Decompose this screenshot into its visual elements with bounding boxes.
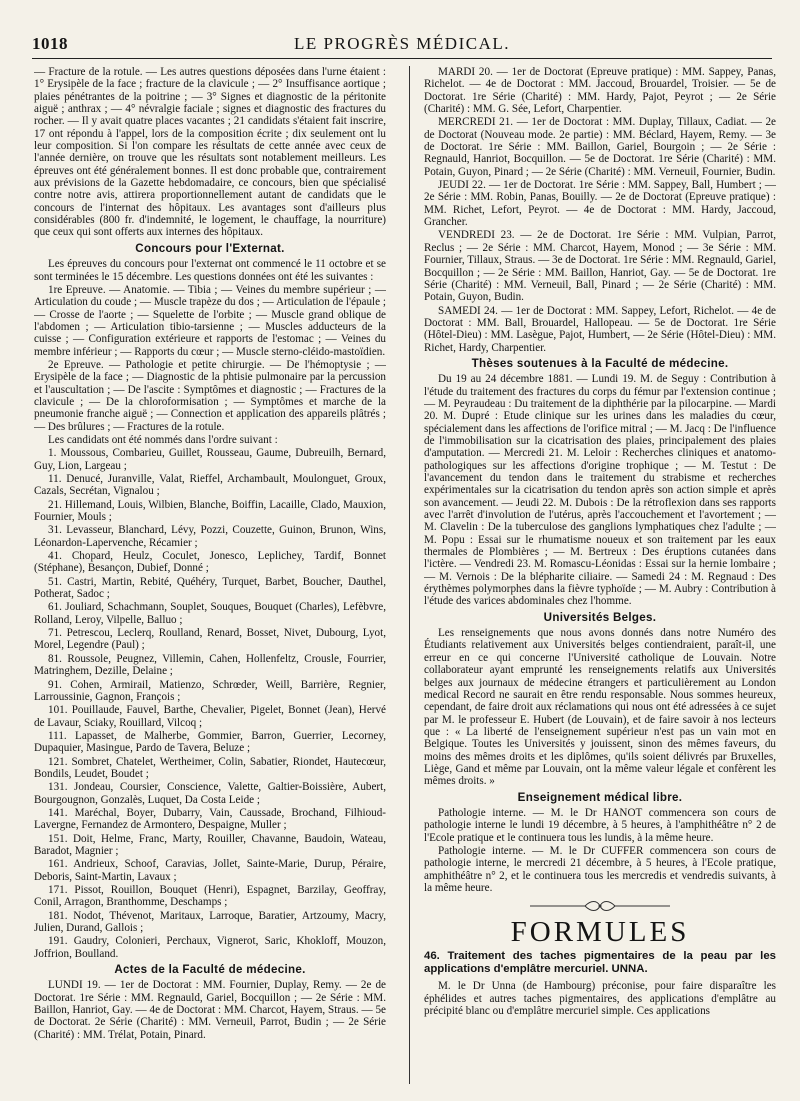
- libre-heading: Enseignement médical libre.: [517, 790, 683, 804]
- actes-paragraph: JEUDI 22. — 1er de Doctorat. 1re Série : MM. Sappey, Ball, Humbert ; — 2e Série : MM. Robin, Panas, Bouilly. — 2e de Doctorat (Epreuve pratique) : MM. Richet, Lefort, Peyrot. — 4e de Doctorat : MM. Hardy, Jaccoud, Grancher.: [424, 179, 776, 229]
- externat-heading: Concours pour l'Externat.: [135, 241, 285, 255]
- libre-section: [424, 807, 776, 894]
- externat-paragraph: 91. Cohen, Armirail, Matienzo, Schrœder, Weill, Barrière, Regnier, Larroussinie, Gagnon, François ;: [34, 678, 386, 703]
- externat-paragraph: 151. Doit, Helme, Franc, Marty, Rouiller, Chavanne, Baudoin, Wateau, Baradot, Magnier ;: [34, 832, 386, 857]
- actes-paragraph: MARDI 20. — 1er de Doctorat (Epreuve pratique) : MM. Sappey, Panas, Richelot. — 4e de Doctorat : MM. Jaccoud, Brouardel, Troisier. — 5e de Doctorat. 1re Série (Charité) : MM. Hardy, Pajot, Peyrot ; — 2e Série (Charité) : MM. G. Sée, Lefort, Charpentier.: [424, 66, 776, 116]
- externat-paragraph: 81. Roussole, Peugnez, Villemin, Cahen, Hollenfeltz, Crousle, Fourrier, Matringhem, Dezille, Delaine ;: [34, 652, 386, 678]
- externat-paragraph: Les épreuves du concours pour l'externat ont commencé le 11 octobre et se sont terminées le 15 décembre. Les questions données ont été les suivantes :: [34, 258, 386, 283]
- externat-paragraph: Les candidats ont été nommés dans l'ordre suivant :: [48, 433, 278, 446]
- externat-paragraph: 181. Nodot, Thévenot, Maritaux, Larroque, Baratier, Artzoumy, Macry, Julien, Durand, Gallois ;: [34, 909, 386, 935]
- externat-paragraph: 61. Jouliard, Schachmann, Souplet, Souques, Bouquet (Charles), Lefèbvre, Rolland, Leroy, Vilpelle, Balluo ;: [34, 601, 386, 626]
- externat-paragraph: 111. Lapasset, de Malherbe, Gommier, Barron, Guerrier, Lecorney, Dupaquier, Masingue, Pardo de Tavera, Beluze ;: [34, 729, 386, 755]
- page-header: [32, 30, 772, 54]
- header-rule: [32, 58, 772, 59]
- externat-paragraph: 161. Andrieux, Schoof, Caravias, Jollet, Sainte-Marie, Durup, Péraire, Deboris, Saint-Martin, Lavaux ;: [34, 858, 386, 883]
- column-separator: [409, 66, 410, 1084]
- actes-paragraph: LUNDI 19. — 1er de Doctorat : MM. Fournier, Duplay, Remy. — 2e de Doctorat. 1re Série : MM. Regnauld, Gariel, Bocquillon ; — 2e Série : MM. Baillon, Hanriot, Gay. — 4e de Doctorat : MM. Charcot, Hayem, Straus. — 5e de Doctorat. 2e Série (Charité) : MM. Verneuil, Parrot, Budin ; — 2e Série (Charité) : MM. Trélat, Potain, Pinard.: [34, 979, 386, 1041]
- page-number: 1018: [32, 34, 68, 53]
- externat-paragraph: 2e Epreuve. — Pathologie et petite chirurgie. — De l'hémoptysie ; — Erysipèle de la face ; — Diagnostic de la phtisie pulmonaire par la percussion et l'auscultation ; — De l'ascite : Symptômes et diagnostic ; — Fractures de la clavicule ; — De la chloroformisation ; — Symptômes et marche de la pneumonie franche aiguë ; — Connection et application des appareils plâtrés ; — Des brûlures ; — Fractures de la rotule.: [34, 358, 386, 433]
- actes-right-section: [424, 66, 776, 354]
- left-column: [34, 66, 386, 1096]
- externat-paragraph: 71. Petrescou, Leclerq, Roulland, Renard, Bosset, Nivet, Dubourg, Lyot, Morel, Legendre (Paul) ;: [34, 627, 386, 652]
- externat-paragraph: 1. Moussous, Combarieu, Guillet, Rousseau, Gaume, Dubreuilh, Bernard, Guy, Lion, Largeau ;: [34, 447, 386, 472]
- ornament-divider: [424, 899, 776, 913]
- belges-paragraph: Les renseignements que nous avons donnés dans notre Numéro des Étudiants relativement aux Universités belges contiendraient, paraît-il, une erreur en ce qui concerne l'Université catholique de Louvain. Notre collaborateur ayant emprunté les renseignements relatifs aux Universités belges aux journaux de médecine étrangers et particulièrement au London medical Record ne saurait en être rendu responsable. Nous sommes heureux, cependant, de faire droit aux réclamations qui nous ont été adressées à ce sujet par M. le professeur E. Hubert (de Louvain), et de faire savoir à nos lecteurs que : « La liberté de l'enseignement supérieur n'est pas un vain mot en Belgique. Toutes les Universités y jouissent, sinon des mêmes faveurs, du moins des mêmes droits et les diplômes, qu'ils soient délivrés par Bruxelles, Liège, Gand et même par Louvain, ont la même valeur légale et confèrent les mêmes droits. »: [424, 627, 776, 788]
- formule-title: 46. Traitement des taches pigmentaires de la peau par les applications d'emplâtre mercuriel. UNNA.: [424, 950, 776, 976]
- libre-paragraph: Pathologie interne. — M. le Dr HANOT commencera son cours de pathologie interne le lundi 19 décembre, à 5 heures, à l'amphithéâtre n° 2 de l'Ecole pratique et le continuera tous les lundis, à la même heure.: [424, 806, 776, 844]
- externat-paragraph: 51. Castri, Martin, Rebité, Quéhéry, Turquet, Barbet, Boucher, Dauthel, Potherat, Sadoc ;: [34, 575, 386, 601]
- actes-paragraph: VENDREDI 23. — 2e de Doctorat. 1re Série : MM. Vulpian, Parrot, Reclus ; — 2e Série : MM. Charcot, Hayem, Monod ; — 3e Série : MM. Fournier, Tillaux, Straus. — 3e de Doctorat. 1re Série : MM. Regnauld, Gariel, Bocquillon ; — 2e Série : MM. Baillon, Hanriot, Gay. — 5e de Doctorat. 1re Série (Charité) : MM. Verneuil, Ball, Pinard ; — 2e Série (Charité) : MM. Potain, Guyon, Budin.: [424, 229, 776, 304]
- externat-paragraph: 141. Maréchal, Boyer, Dubarry, Vain, Caussade, Brochand, Filhioud-Lavergne, Fernandez de Armontero, Despaigne, Muller ;: [34, 806, 386, 832]
- theses-heading: Thèses soutenues à la Faculté de médecine.: [471, 356, 729, 370]
- actes-left-section: [34, 979, 386, 1041]
- belges-heading: Universités Belges.: [543, 610, 657, 624]
- externat-paragraph: 191. Gaudry, Colonieri, Perchaux, Vignerot, Saric, Khokloff, Mouzon, Joffrion, Boulland.: [34, 935, 386, 960]
- externat-paragraph: 121. Sombret, Chatelet, Wertheimer, Colin, Sabatier, Riondet, Hautecœur, Bondils, Leudet, Boudet ;: [34, 755, 386, 780]
- actes-paragraph: MERCREDI 21. — 1er de Doctorat : MM. Duplay, Tillaux, Cadiat. — 2e de Doctorat (Nouveau mode. 2e partie) : MM. Béclard, Hayem, Remy. — 3e de Doctorat. 1re Série : MM. Baillon, Gariel, Bourgoin ; — 2e Série : Regnauld, Hanriot, Bocquillon. — 5e de Doctorat. 1re Série (Charité) : MM. Potain, Guyon, Pinard ; — 2e Série (Charité) : MM. Verneuil, Fournier, Budin.: [424, 116, 776, 178]
- actes-heading: Actes de la Faculté de médecine.: [114, 963, 306, 977]
- theses-paragraph: Du 19 au 24 décembre 1881. — Lundi 19. M. de Seguy : Contribution à l'étude du traitement des fractures du corps du fémur par l'extension continue ; — M. Peyraudeau : Du traitement de la diphthérie par la pilocarpine. — Mardi 20. M. Dupré : Etude clinique sur les urines dans les maladies du cœur, spécialement dans les affections de l'orifice mitral ; — M. Jacq : De l'influence de l'immobilisation sur la cicatrisation des plaies, principalement des plaies d'amputation. — Mercredi 21. M. Leloir : Recherches cliniques et anatomo-pathologiques sur les affections d'origine trophique ; — M. Testut : De l'avancement du tendon dans le traitement du strabisme et recherches expérimentales sur la cicatrisation du tendon après son action simple et après son avancement. — Jeudi 22. M. Dubois : De la rétroflexion dans ses rapports avec l'arrêt d'involution de l'utérus, après l'accouchement et l'avortement ; — M. Clavelin : De la tuberculose des ganglions lymphatiques chez l'adulte ; — M. Popu : Essai sur le rhumatisme noueux et son traitement par les eaux thermales de Plombières ; — M. Bertreux : Des éruptions cutanées dans l'ictère. — Vendredi 23. M. Romascu-Léonidas : Essai sur la hernie lombaire ; — M. Vernois : De la blépharite ciliaire. — Samedi 24 : M. Regnaud : Des érythèmes polymorphes dans la fièvre typhoïde ; — M. Aubry : Contribution à l'étude des varices abdominales chez l'homme.: [424, 373, 776, 608]
- formule-text: M. le Dr Unna (de Hambourg) préconise, pour faire disparaître les éphélides et autres taches pigmentaires, des applications d'emplâtre au précipité blanc ou d'emplâtre mercuriel simple. Ces applications: [424, 980, 776, 1018]
- actes-paragraph: SAMEDI 24. — 1er de Doctorat : MM. Sappey, Lefort, Richelot. — 4e de Doctorat : MM. Ball, Brouardel, Hallopeau. — 5e de Doctorat. 1re Série (Hôtel-Dieu) : MM. Lasègue, Pajot, Humbert, — 2e Série (Hôtel-Dieu) : MM. Richet, Hardy, Charpentier.: [424, 304, 776, 354]
- libre-paragraph: Pathologie interne. — M. le Dr CUFFER commencera son cours de pathologie interne, le mercredi 21 décembre, à 5 heures, à l'Ecole pratique, amphithéâtre n° 2, et le continuera tous les mercredis et vendredis suivants, à la même heure.: [424, 844, 776, 894]
- externat-paragraph: 11. Denucé, Juranville, Valat, Rieffel, Archambault, Moulonguet, Groux, Cazals, Secrétan, Vignalou ;: [34, 473, 386, 498]
- externat-paragraph: 31. Levasseur, Blanchard, Lévy, Pozzi, Couzette, Guinon, Brunon, Wins, Léonardon-Lapervenche, Récamier ;: [34, 524, 386, 549]
- externat-paragraph: 131. Jondeau, Coursier, Conscience, Valette, Galtier-Boissière, Aubert, Bourgougnon, Gonzalès, Luquet, Da Costa Leide ;: [34, 781, 386, 806]
- right-column: [424, 66, 776, 1096]
- externat-paragraph: 171. Pissot, Rouillon, Bouquet (Henri), Espagnet, Barzilay, Geoffray, Conil, Arragon, Branthomme, Deschamps ;: [34, 884, 386, 909]
- externat-paragraph: 21. Hillemand, Louis, Wilbien, Blanche, Boiffin, Lacaille, Clado, Mauxion, Fournier, Mouls ;: [34, 498, 386, 524]
- intro-paragraph: — Fracture de la rotule. — Les autres questions déposées dans l'urne étaient : 1° Erysipèle de la face ; fracture de la clavicule ; — 2° Insuffisance aortique ; plaies pénétrantes de la poitrine ; — 3° Signes et diagnostic de la péritonite aiguë ; anthrax ; — 4° névralgie faciale ; signes et diagnostic des fractures du rocher. — Il y avait quatre places vacantes ; 21 candidats s'étaient fait inscrire, 17 ont répondu à l'appel, lors de la composition écrite ; dix seulement ont lu leur composition. Si l'on compare les résultats de cette année avec ceux de l'année dernière, on trouve que les résultats sont notablement meilleurs. Les épreuves ont été généralement bonnes. Il est donc probable que, contrairement aux prévisions de la Gazette hebdomadaire, ce concours, bien que spécialisé contre notre avis, attirera proportionnellement autant de candidats que le concours de l'internat des hôpitaux. Les avantages sont d'ailleurs plus considérables (800 fr. d'indemnité, le logement, le chauffage, la nourriture) que ceux qui sont offerts aux internes des hôpitaux.: [34, 66, 386, 239]
- externat-section: [34, 258, 386, 960]
- externat-paragraph: 1re Epreuve. — Anatomie. — Tibia ; — Veines du membre supérieur ; — Articulation du coude ; — Muscle trapèze du dos ; — Articulation de l'épaule ; — Crosse de l'aorte ; — Squelette de l'orbite ; — Muscle grand oblique de l'abdomen ; — Articulation tibio-tarsienne ; — Muscles adducteurs de la cuisse ; — Configuration extérieure et rapports de l'estomac ; — Veines du membre inférieur ; — Rapports du cœur ; — Muscle sterno-cléido-mastoïdien.: [34, 283, 386, 358]
- externat-paragraph: 41. Chopard, Heulz, Coculet, Jonesco, Leplichey, Tardif, Bonnet (Stéphane), Besançon, Dubief, Donné ;: [34, 550, 386, 575]
- journal-title: LE PROGRÈS MÉDICAL.: [294, 34, 510, 53]
- externat-paragraph: 101. Pouillaude, Fauvel, Barthe, Chevalier, Pigelet, Bonnet (Jean), Hervé de Lavaur, Sciaky, Rouillard, Vilcoq ;: [34, 704, 386, 729]
- formules-heading: FORMULES: [510, 916, 690, 949]
